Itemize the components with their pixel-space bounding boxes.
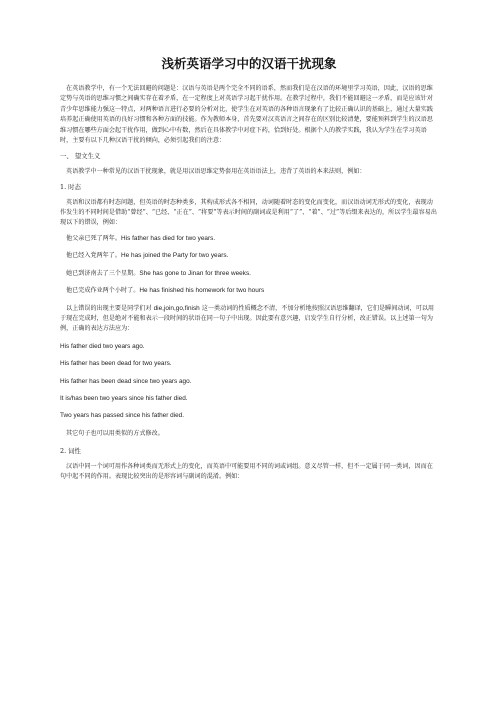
- subsection-2-body: 汉语中同一个词可用作各种词类而无形式上的变化，而英语中可能要用不同的词或词组。意义尽管一样，但不一定属于同一类词，因而在句中起不同的作用。表现比较突出的是形容词与副词的混淆。例如：: [60, 462, 433, 480]
- example-en: He has finished his homework for two hours: [139, 287, 265, 295]
- subsection-1-heading: 1. 时态: [60, 183, 81, 192]
- explanation-words: die,join,go,finish: [153, 304, 200, 312]
- section-1-heading: 一、 望文生义: [60, 152, 101, 161]
- correction-line: Two years has passed since his father died.: [60, 412, 184, 420]
- example-zh: 他已经入党两年了。: [66, 252, 122, 260]
- explanation-paragraph: [60, 304, 438, 335]
- intro-paragraph: 在英语教学中，有一个无法回避的问题是：汉语与英语是两个完全不同的语系，然而我们是在汉语的环境里学习英语，因此，汉语的思维定势与英语的思维习惯之间确实存在着矛盾，在一定程度上对英语学习起干扰作用。在教学过程中，我们不能回避这一矛盾，而是应该针对青少年思维能力强这一特点，对两种语言进行必要的分析对比，使学生在对英语的各种语言现象有了比较正确认识的基础上，通过大量实践培养起正确使用英语的良好习惯和各种方面的技能。作为教师本身，首先要对汉英语言之间存在的区别比较清楚，要能预料到学生的汉语思维习惯在哪些方面会起干扰作用，做到心中有数，然后在具体教学中对症下药，恰到好处。根据个人的教学实践，我认为学生在学习英语时，主要有以下几种汉语干扰的倾向，必须引起我们的注意：: [60, 85, 433, 145]
- example-zh: 她已到济南去了三个星期。: [66, 269, 140, 277]
- example-line: [60, 286, 438, 296]
- correction-line: His father has been dead for two years.: [60, 360, 172, 368]
- example-en: He has joined the Party for two years.: [121, 252, 229, 260]
- explanation-pre: 以上错误的出现主要是同学们对: [66, 304, 154, 312]
- example-line: [60, 269, 438, 279]
- document-body: [60, 56, 438, 482]
- example-line: [60, 251, 438, 261]
- example-zh: 他已完成作业两个小时了。: [66, 287, 140, 295]
- example-en: His father has died for two years.: [121, 234, 216, 242]
- subsection-1-body: 英语和汉语都有时态问题，但英语的时态种类多，其构成形式各不相同，动词随着时态的变化而变化，而汉语动词无形式的变化，表现动作发生的不同时间是借助“曾经”、“已经、“正在”、“将要”等表示时间的副词或是利用“了”、“着”、“过”等后缀来表达的，所以学生最容易出现以下的错误，例如：: [60, 198, 438, 227]
- other-note: 其它句子也可以用类似的方式修改。: [66, 429, 164, 437]
- section-1-intro: 英语教学中一种常见的汉语干扰现象，就是用汉语思维定势套用在英语语法上，违背了英语的本来法则，例如：: [66, 167, 366, 175]
- example-en: She has gone to Jinan for three weeks.: [139, 269, 251, 277]
- correction-line: His father died two years ago.: [60, 342, 145, 350]
- example-zh: 他父亲已死了两年。: [66, 234, 122, 242]
- explanation-post: 这一类动词的性质概念不清，不加分析地按照汉语思维翻译，它们是瞬间动词，可以用于现在完成时，但是绝对不能和表示一段时间的状语在同一句子中出现。因此要有意兴趣，启发学生自行分析，改正错误。以上述第一句为例，正确的表达方法应为：: [60, 304, 435, 333]
- correction-line: His father has been dead since two years ago.: [60, 377, 192, 385]
- subsection-2-heading: 2. 词性: [60, 447, 81, 456]
- example-line: [60, 234, 438, 244]
- correction-line: It is/has been two years since his father died.: [60, 394, 188, 402]
- document-title: 浅析英语学习中的汉语干扰现象: [161, 56, 337, 71]
